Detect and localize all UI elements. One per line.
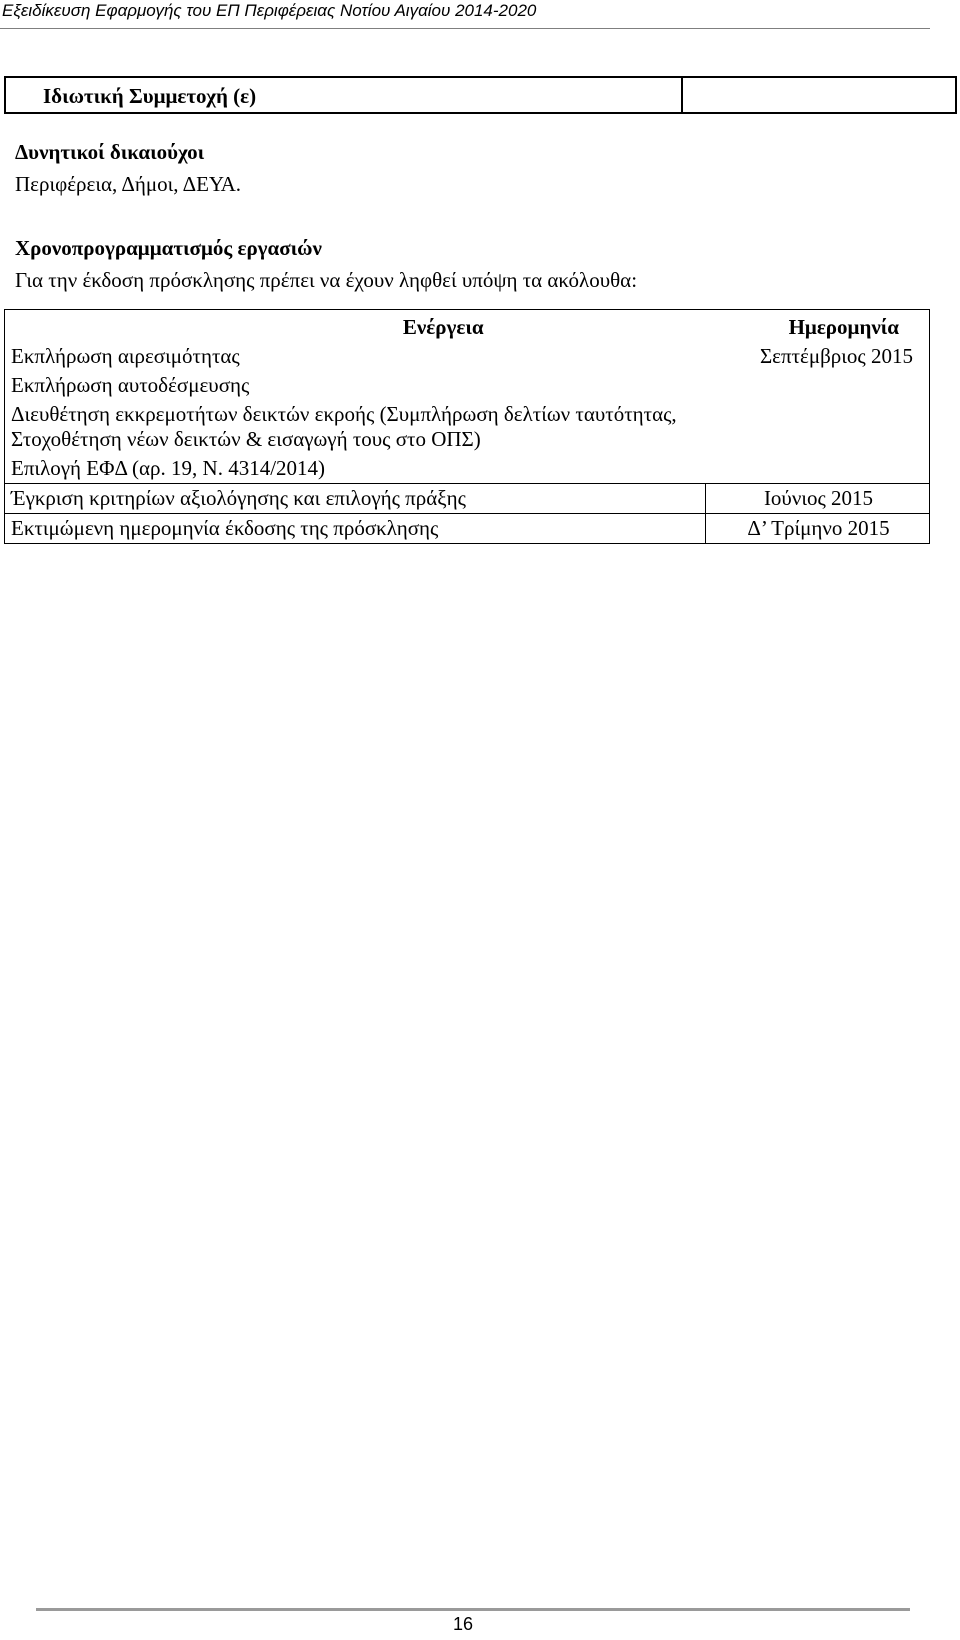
row-date bbox=[706, 454, 930, 484]
document-header-title: Εξειδίκευση Εφαρμογής του ΕΠ Περιφέρειας Νοτίου Αιγαίου 2014-2020 bbox=[2, 1, 537, 20]
table-row bbox=[5, 454, 930, 484]
table-row bbox=[5, 484, 930, 514]
page-number: 16 bbox=[452, 1614, 474, 1634]
page-header bbox=[0, 0, 930, 29]
table-row bbox=[5, 371, 930, 400]
schedule-table-header-row bbox=[5, 310, 930, 343]
private-participation-box bbox=[4, 76, 957, 114]
table-row bbox=[5, 342, 930, 371]
column-header-action: Ενέργεια bbox=[402, 314, 484, 339]
table-row bbox=[5, 514, 930, 544]
private-participation-label: Ιδιωτική Συμμετοχή (ε) bbox=[43, 84, 257, 108]
schedule-intro: Για την έκδοση πρόσκλησης πρέπει να έχουν ληφθεί υπόψη τα ακόλουθα: bbox=[15, 268, 638, 292]
row-action: Εκπλήρωση αιρεσιμότητας bbox=[11, 344, 240, 368]
row-date bbox=[706, 400, 930, 454]
beneficiaries-text: Περιφέρεια, Δήμοι, ΔΕΥΑ. bbox=[15, 172, 242, 196]
row-action: Εκτιμώμενη ημερομηνία έκδοσης της πρόσκλησης bbox=[5, 514, 706, 544]
beneficiaries-title: Δυνητικοί δικαιούχοι bbox=[15, 140, 205, 164]
footer-rule bbox=[36, 1608, 910, 1611]
table-row bbox=[5, 400, 930, 454]
row-date bbox=[706, 371, 930, 400]
row-action: Έγκριση κριτηρίων αξιολόγησης και επιλογής πράξης bbox=[5, 484, 706, 514]
row-date: Σεπτέμβριος 2015 bbox=[759, 344, 913, 368]
column-header-date: Ημερομηνία bbox=[788, 314, 899, 339]
schedule-table bbox=[4, 309, 930, 544]
row-action: Εκπλήρωση αυτοδέσμευσης bbox=[11, 373, 250, 397]
schedule-title: Χρονοπρογραμματισμός εργασιών bbox=[15, 236, 322, 260]
row-action: Επιλογή ΕΦΔ (αρ. 19, Ν. 4314/2014) bbox=[11, 456, 326, 480]
row-date: Ιούνιος 2015 bbox=[706, 484, 930, 514]
row-action: Διευθέτηση εκκρεμοτήτων δεικτών εκροής (Συμπλήρωση δελτίων ταυτότητας, Στοχοθέτηση νέων δεικτών & εισαγωγή τους στο ΟΠΣ) bbox=[11, 402, 677, 451]
private-participation-divider bbox=[681, 78, 683, 112]
row-date: Δ’ Τρίμηνο 2015 bbox=[706, 514, 930, 544]
